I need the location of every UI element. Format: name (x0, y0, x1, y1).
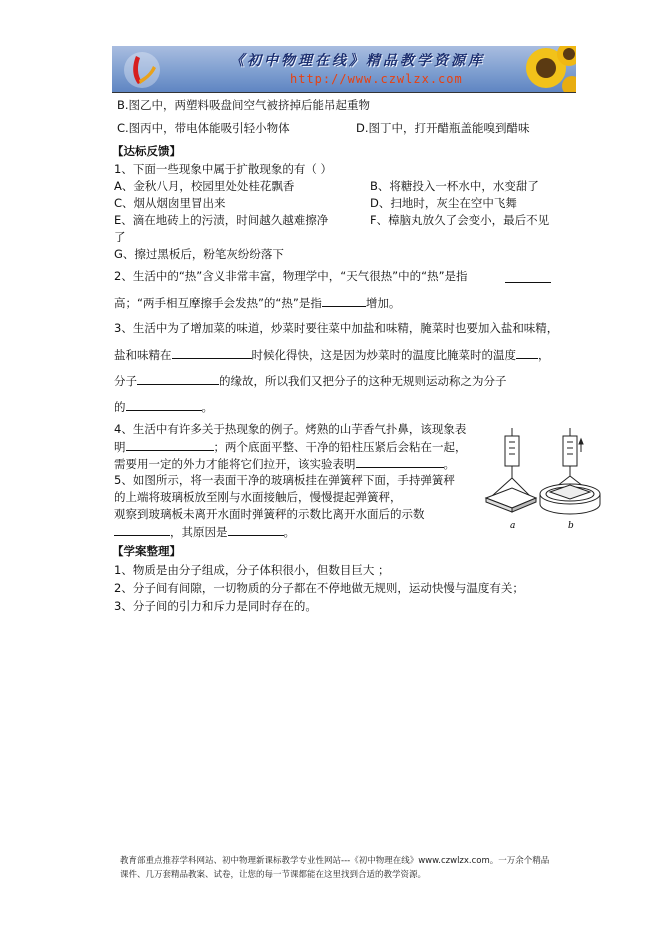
figure-label-b: b (568, 521, 574, 531)
q1-option-a: A、金秋八月，校园里处处桂花飘香 (114, 179, 295, 193)
q5-line3: 观察到玻璃板未离开水面时弹簧秤的示数比离开水面后的示数 (114, 507, 425, 521)
q2-line2 (114, 294, 400, 311)
q3-text-3b: 的缘故，所以我们又把分子的这种无规则运动称之为分子 (219, 374, 507, 388)
q4-blank-1[interactable] (126, 438, 214, 451)
q2-text-2b: 增加。 (365, 296, 401, 310)
q5-text-4b: 。 (283, 525, 295, 539)
q1-stem: 1、下面一些现象中属于扩散现象的有（ ） (114, 162, 332, 176)
option-c: C.图丙中，带电体能吸引轻小物体 (117, 121, 290, 135)
q4-text-2a: 明 (114, 440, 126, 454)
q3-blank-2[interactable] (516, 346, 538, 359)
q3-line2 (114, 346, 550, 363)
q1-option-e: E、滴在地砖上的污渍，时间越久越难擦净 (114, 213, 329, 227)
option-d: D.图丁中，打开醋瓶盖能嗅到醋味 (356, 121, 530, 135)
section-heading-feedback: 【达标反馈】 (112, 144, 181, 158)
page-footer: 教育部重点推荐学科网站、初中物理新课标教学专业性网站---《初中物理在线》www.czwlzx.com。一万余个精品课件、几万套精品教案、试卷，让您的每一节课都能在这里找到合适的教学资源。 (120, 856, 550, 880)
q4-blank-2[interactable] (356, 455, 444, 468)
q1-option-d: D、扫地时，灰尘在空中飞舞 (370, 196, 517, 210)
q3-line1: 3、生活中为了增加菜的味道，炒菜时要往菜中加盐和味精，腌菜时也要加入盐和味精， (114, 321, 559, 335)
q5-line1: 5、如图所示，将一表面干净的玻璃板挂在弹簧秤下面，手持弹簧秤 (114, 473, 455, 487)
q5-line2: 的上端将玻璃板放至刚与水面接触后，慢慢提起弹簧秤， (114, 490, 402, 504)
q4-text-2b: ；两个底面平整、干净的铅柱压紧后会粘在一起， (213, 440, 467, 454)
q5-blank-1[interactable] (114, 523, 170, 536)
q2-line1 (114, 268, 468, 284)
q3-text-2a: 盐和味精在 (114, 348, 172, 362)
q3-line4 (114, 398, 213, 415)
q1-option-g: G、擦过黑板后，粉笔灰纷纷落下 (114, 247, 284, 261)
q2-text-1: 2、生活中的“热”含义非常丰富，物理学中，“天气很热”中的“热”是指 (114, 269, 468, 283)
q1-option-b: B、将糖投入一杯水中，水变甜了 (370, 179, 539, 193)
q3-line3 (114, 372, 507, 389)
summary-point-1: 1、物质是由分子组成，分子体积很小，但数目巨大 ； (114, 563, 390, 577)
q5-text-4a: ，其原因是 (170, 525, 228, 539)
q1-option-c: C、烟从烟囱里冒出来 (114, 196, 226, 210)
figure-label-a: a (510, 521, 516, 531)
q2-blank-1[interactable] (505, 270, 551, 283)
q5-line4 (114, 523, 295, 540)
q1-option-f: F、樟脑丸放久了会变小，最后不见 (370, 213, 550, 227)
q3-blank-3[interactable] (137, 372, 219, 385)
q3-text-2b: 时候化得快，这是因为炒菜时的温度比腌菜时的温度 (251, 348, 516, 362)
q4-text-3a: 需要用一定的外力才能将它们拉开，该实验表明 (114, 457, 356, 471)
option-b: B.图乙中，两塑料吸盘间空气被挤掉后能吊起重物 (117, 98, 371, 112)
summary-point-2: 2、分子间有间隙，一切物质的分子都在不停地做无规则，运动快慢与温度有关； (114, 581, 524, 595)
q2-text-2a: 高；“两手相互摩擦手会发热”的“热”是指 (114, 296, 322, 310)
site-logo-icon (122, 50, 162, 90)
q3-blank-4[interactable] (126, 398, 202, 411)
banner-url[interactable]: http://www.czwlzx.com (290, 72, 463, 86)
q1-option-f-continued: 了 (114, 230, 126, 244)
section-heading-summary: 【学案整理】 (112, 544, 181, 558)
q3-blank-1[interactable] (172, 346, 252, 359)
q4-line2 (114, 438, 467, 455)
q5-blank-2[interactable] (228, 523, 284, 536)
q3-text-4b: 。 (201, 400, 213, 414)
header-banner (112, 46, 576, 92)
q2-blank-2[interactable] (322, 294, 366, 307)
q4-line3 (114, 455, 455, 472)
q4-line1: 4、生活中有许多关于热现象的例子。烤熟的山芋香气扑鼻，该现象表 (114, 422, 467, 436)
banner-title: 《初中物理在线》精品教学资源库 (230, 53, 485, 69)
q3-text-4a: 的 (114, 400, 126, 414)
q3-text-2c: ， (538, 348, 550, 362)
q3-text-3a: 分子 (114, 374, 137, 388)
q4-text-3b: 。 (443, 457, 455, 471)
summary-point-3: 3、分子间的引力和斥力是同时存在的。 (114, 599, 317, 613)
spring-scale-diagram (484, 424, 602, 532)
spring-scale-figure (484, 424, 602, 532)
sunflower-icon (506, 46, 576, 92)
header-divider (112, 92, 576, 93)
